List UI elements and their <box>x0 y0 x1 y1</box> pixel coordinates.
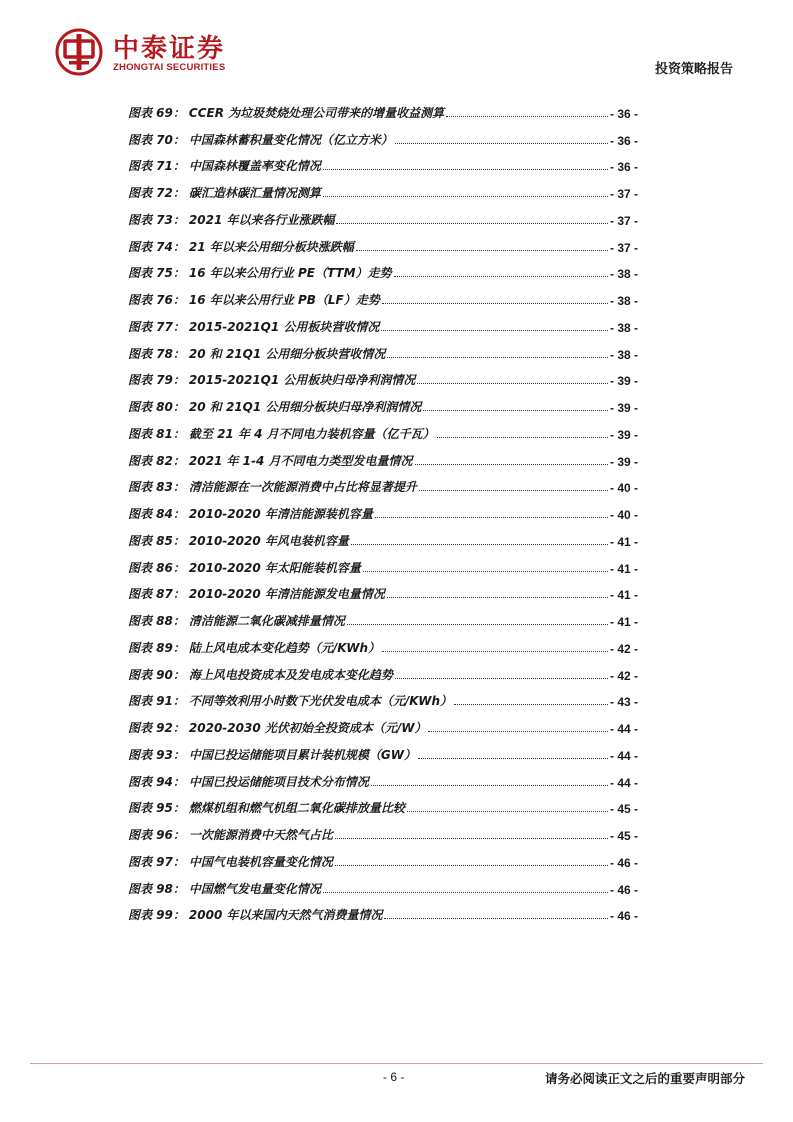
dot-leader <box>323 169 608 170</box>
toc-entry-label <box>128 371 415 392</box>
toc-entry-number: 图表 85： <box>128 533 185 548</box>
toc-entry-label <box>128 880 321 901</box>
toc-entry-label <box>128 291 380 312</box>
toc-entry[interactable] <box>128 633 638 660</box>
dot-leader <box>336 223 608 224</box>
toc-entry-page: - 43 - <box>609 695 638 710</box>
toc-entry-label <box>128 773 369 794</box>
toc-entry-label <box>128 612 345 633</box>
toc-entry-title: 2020-2030 光伏初始全投资成本（元/W） <box>188 721 427 735</box>
toc-entry[interactable] <box>128 312 638 339</box>
toc-entry-page: - 38 - <box>609 320 638 335</box>
toc-entry-number: 图表 89： <box>128 640 185 655</box>
toc-entry[interactable] <box>128 125 638 152</box>
toc-entry[interactable] <box>128 339 638 366</box>
toc-entry-page: - 45 - <box>609 802 638 817</box>
toc-entry-page: - 38 - <box>609 347 638 362</box>
toc-entry-page: - 41 - <box>609 561 638 576</box>
dot-leader <box>418 758 608 759</box>
toc-entry[interactable] <box>128 205 638 232</box>
toc-entry-label <box>128 318 379 339</box>
dot-leader <box>395 678 608 679</box>
toc-entry-label <box>128 157 321 178</box>
toc-entry[interactable] <box>128 152 638 179</box>
toc-entry-page: - 36 - <box>609 133 638 148</box>
dot-leader <box>371 785 608 786</box>
toc-entry[interactable] <box>128 740 638 767</box>
dot-leader <box>335 838 608 839</box>
toc-entry-number: 图表 72： <box>128 186 185 200</box>
toc-entry-title: 清洁能源二氧化碳减排量情况 <box>188 614 345 628</box>
toc-entry[interactable] <box>128 259 638 286</box>
dot-leader <box>415 464 608 465</box>
toc-entry-number: 图表 99： <box>128 908 185 923</box>
toc-entry-number: 图表 81： <box>128 426 185 441</box>
toc-entry-number: 图表 70： <box>128 132 185 147</box>
toc-entry-number: 图表 95： <box>128 801 185 816</box>
dot-leader <box>454 704 608 705</box>
toc-entry-label <box>128 585 385 606</box>
footer-divider <box>30 1063 763 1064</box>
toc-entry-number: 图表 88： <box>128 614 185 628</box>
toc-entry-page: - 40 - <box>609 481 638 496</box>
toc-entry-page: - 36 - <box>609 106 638 121</box>
toc-entry-title: 中国已投运储能项目技术分布情况 <box>188 774 369 789</box>
toc-entry-page: - 44 - <box>609 722 638 736</box>
toc-entry-page: - 46 - <box>609 855 638 870</box>
toc-entry-number: 图表 71： <box>128 159 185 174</box>
toc-entry-page: - 37 - <box>609 187 638 201</box>
toc-entry[interactable] <box>128 526 638 553</box>
toc-entry-label <box>128 104 444 125</box>
toc-entry-label <box>128 639 380 660</box>
dot-leader <box>381 330 608 331</box>
toc-entry-title: 2010-2020 年清洁能源发电量情况 <box>188 587 385 602</box>
toc-entry[interactable] <box>128 687 638 714</box>
toc-entry[interactable] <box>128 901 638 928</box>
toc-entry-title: 2021 年以来各行业涨跌幅 <box>188 212 335 227</box>
toc-entry[interactable] <box>128 392 638 419</box>
toc-entry-page: - 38 - <box>609 267 638 282</box>
toc-entry-title: 陆上风电成本变化趋势（元/KWh） <box>188 640 381 655</box>
toc-entry-page: - 44 - <box>609 748 638 763</box>
toc-entry-title: 2015-2021Q1 公用板块营收情况 <box>188 319 380 334</box>
toc-entry[interactable] <box>128 178 638 205</box>
dot-leader <box>394 276 608 277</box>
dot-leader <box>363 571 608 572</box>
toc-entry-label <box>128 211 334 232</box>
dot-leader <box>356 250 608 251</box>
toc-entry-title: 16 年以来公用行业 PB（LF）走势 <box>188 293 380 307</box>
toc-entry[interactable] <box>128 366 638 393</box>
toc-entry-number: 图表 97： <box>128 854 185 869</box>
dot-leader <box>395 143 608 144</box>
toc-entry[interactable] <box>128 767 638 794</box>
logo-chinese-name: 中泰证券 <box>113 34 226 64</box>
toc-entry-title: 中国气电装机容量变化情况 <box>188 854 333 869</box>
toc-entry-title: 截至 21 年 4 月不同电力装机容量（亿千瓦） <box>188 426 435 441</box>
toc-entry-page: - 42 - <box>609 641 638 656</box>
toc-entry[interactable] <box>128 606 638 633</box>
toc-entry-label <box>128 692 452 713</box>
toc-entry-number: 图表 80： <box>128 400 185 414</box>
toc-entry-label <box>128 826 333 847</box>
toc-entry-page: - 45 - <box>609 829 638 843</box>
toc-entry-title: 20 和 21Q1 公用细分板块归母净利润情况 <box>188 400 422 414</box>
toc-entry-page: - 42 - <box>609 668 638 683</box>
logo-english-name: ZHONGTAI SECURITIES <box>113 62 226 73</box>
toc-entry-label <box>128 478 417 499</box>
toc-entry-page: - 39 - <box>609 401 638 415</box>
dot-leader <box>384 918 608 919</box>
toc-entry-title: 2010-2020 年风电装机容量 <box>188 533 349 548</box>
toc-entry-title: 中国森林覆盖率变化情况 <box>188 159 321 174</box>
toc-entry-title: 2015-2021Q1 公用板块归母净利润情况 <box>188 373 416 388</box>
toc-entry-page: - 37 - <box>609 213 638 228</box>
toc-entry-title: 中国已投运储能项目累计装机规模（GW） <box>188 747 416 762</box>
toc-entry-number: 图表 76： <box>128 293 185 307</box>
dot-leader <box>387 357 608 358</box>
toc-entry-page: - 39 - <box>609 454 638 469</box>
toc-entry-title: CCER 为垃圾焚烧处理公司带来的增量收益测算 <box>188 105 445 120</box>
toc-entry-number: 图表 69： <box>128 105 185 120</box>
toc-entry-label <box>128 238 354 259</box>
toc-entry-page: - 39 - <box>609 427 638 442</box>
footer-disclaimer: 请务必阅读正文之后的重要声明部分 <box>544 1071 745 1086</box>
toc-entry-page: - 41 - <box>609 588 638 603</box>
toc-entry-number: 图表 86： <box>128 560 185 575</box>
dot-leader <box>382 651 608 652</box>
toc-entry-number: 图表 93： <box>128 747 185 762</box>
dot-leader <box>335 865 608 866</box>
toc-entry-label <box>128 719 426 740</box>
toc-entry[interactable] <box>128 580 638 607</box>
dot-leader <box>417 383 608 384</box>
toc-entry-label <box>128 398 421 419</box>
toc-entry-number: 图表 73： <box>128 212 185 227</box>
toc-entry-title: 一次能源消费中天然气占比 <box>188 828 333 842</box>
toc-entry-number: 图表 78： <box>128 346 185 361</box>
toc-entry-title: 2021 年 1-4 月不同电力类型发电量情况 <box>188 453 413 468</box>
toc-entry-label <box>128 746 416 767</box>
toc-entry[interactable] <box>128 499 638 526</box>
toc-entry-label <box>128 345 385 366</box>
toc-entry-title: 2000 年以来国内天然气消费量情况 <box>188 908 383 923</box>
toc-entry-page: - 40 - <box>609 508 638 522</box>
toc-entry-label <box>128 799 405 820</box>
toc-entry[interactable] <box>128 660 638 687</box>
toc-entry[interactable] <box>128 446 638 473</box>
toc-entry-number: 图表 98： <box>128 881 185 896</box>
toc-entry-label <box>128 452 413 473</box>
toc-entry-label <box>128 532 349 553</box>
toc-entry[interactable] <box>128 285 638 312</box>
toc-entry-title: 2010-2020 年太阳能装机容量 <box>188 560 361 575</box>
dot-leader <box>382 303 608 304</box>
toc-entry-number: 图表 83： <box>128 480 185 495</box>
toc-entry-page: - 41 - <box>609 615 638 629</box>
toc-entry-title: 海上风电投资成本及发电成本变化趋势 <box>188 667 393 682</box>
toc-entry-title: 碳汇造林碳汇量情况测算 <box>188 186 321 200</box>
toc-entry-title: 清洁能源在一次能源消费中占比将显著提升 <box>188 480 417 495</box>
toc-entry-title: 燃煤机组和燃气机组二氧化碳排放量比较 <box>188 801 405 816</box>
toc-entry-number: 图表 92： <box>128 721 185 735</box>
toc-entry-number: 图表 79： <box>128 373 185 388</box>
toc-entry-number: 图表 82： <box>128 453 185 468</box>
toc-entry-number: 图表 87： <box>128 587 185 602</box>
toc-entry-page: - 41 - <box>609 534 638 549</box>
toc-entry-number: 图表 77： <box>128 319 185 334</box>
toc-entry-label <box>128 906 382 927</box>
toc-entry-page: - 46 - <box>609 909 638 924</box>
toc-entry-title: 中国燃气发电量变化情况 <box>188 881 321 896</box>
toc-entry-page: - 46 - <box>609 882 638 897</box>
dot-leader <box>387 597 608 598</box>
toc-entry-page: - 36 - <box>609 160 638 175</box>
toc-entry-number: 图表 84： <box>128 507 185 521</box>
dot-leader <box>423 410 608 411</box>
toc-entry-title: 21 年以来公用细分板块涨跌幅 <box>188 239 354 254</box>
dot-leader <box>419 490 608 491</box>
toc-entry-page: - 38 - <box>609 294 638 308</box>
toc-entry-title: 2010-2020 年清洁能源装机容量 <box>188 507 373 521</box>
toc-entry-title: 中国森林蓄积量变化情况（亿立方米） <box>188 132 393 147</box>
toc-entry-page: - 44 - <box>609 775 638 790</box>
dot-leader <box>446 116 608 117</box>
company-logo <box>55 28 245 78</box>
toc-entry[interactable] <box>128 553 638 580</box>
toc-entry[interactable] <box>128 98 638 125</box>
toc-entry-label <box>128 131 393 152</box>
report-type-label: 投资策略报告 <box>654 62 733 77</box>
toc-entry-page: - 37 - <box>609 240 638 255</box>
dot-leader <box>407 811 608 812</box>
toc-entry-title: 16 年以来公用行业 PE（TTM）走势 <box>188 266 392 281</box>
toc-entry-title: 不同等效利用小时数下光伏发电成本（元/KWh） <box>188 694 453 709</box>
zhongtai-logo-icon <box>55 28 103 76</box>
toc-entry-page: - 39 - <box>609 374 638 389</box>
toc-entry-label <box>128 264 392 285</box>
toc-entry-number: 图表 74： <box>128 239 185 254</box>
dot-leader <box>437 437 608 438</box>
dot-leader <box>428 731 608 732</box>
toc-entry[interactable] <box>128 820 638 847</box>
dot-leader <box>323 196 608 197</box>
toc-entry[interactable] <box>128 232 638 259</box>
toc-entry-number: 图表 96： <box>128 828 185 842</box>
toc-entry[interactable] <box>128 874 638 901</box>
toc-entry[interactable] <box>128 419 638 446</box>
toc-entry-number: 图表 91： <box>128 694 185 709</box>
page-header <box>0 0 793 90</box>
toc-entry-label <box>128 184 321 205</box>
dot-leader <box>347 624 608 625</box>
toc-entry-label <box>128 559 361 580</box>
dot-leader <box>351 544 608 545</box>
toc-entry[interactable] <box>128 794 638 821</box>
toc-entry-title: 20 和 21Q1 公用细分板块营收情况 <box>188 346 386 361</box>
toc-entry[interactable] <box>128 847 638 874</box>
toc-entry-label <box>128 505 373 526</box>
toc-entry-number: 图表 94： <box>128 774 185 789</box>
toc-entry-label <box>128 425 435 446</box>
dot-leader <box>323 892 608 893</box>
toc-entry[interactable] <box>128 713 638 740</box>
page-number: - 6 - <box>383 1070 405 1084</box>
toc-entry-label <box>128 853 333 874</box>
toc-entry[interactable] <box>128 473 638 500</box>
toc-entry-number: 图表 90： <box>128 667 185 682</box>
toc-entry-label <box>128 666 393 687</box>
toc-entry-number: 图表 75： <box>128 266 185 281</box>
dot-leader <box>375 517 608 518</box>
chart-index-list <box>128 98 638 927</box>
